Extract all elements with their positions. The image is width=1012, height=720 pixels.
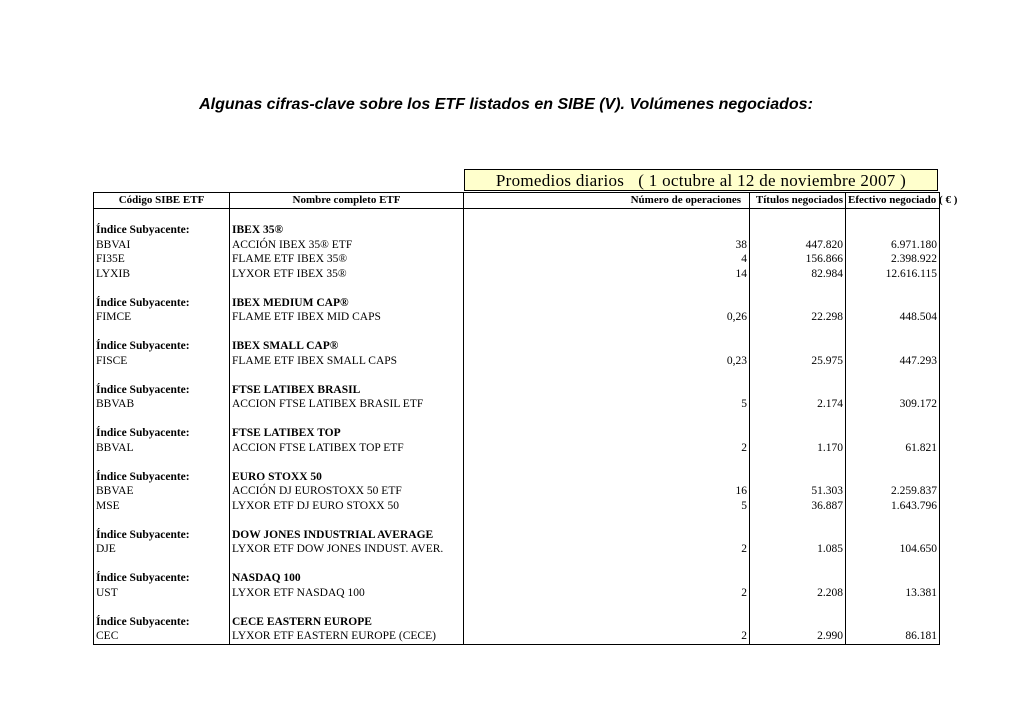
index-name: DOW JONES INDUSTRIAL AVERAGE — [230, 528, 464, 543]
spacer-row — [94, 412, 940, 427]
empty-cell — [846, 208, 940, 223]
operations-count: 2 — [464, 542, 750, 557]
empty-cell — [846, 600, 940, 615]
etf-code: MSE — [94, 499, 230, 514]
empty-cell — [750, 528, 846, 543]
index-label: Índice Subyacente: — [94, 470, 230, 485]
empty-cell — [464, 325, 750, 340]
index-name: IBEX MEDIUM CAP® — [230, 296, 464, 311]
empty-cell — [846, 455, 940, 470]
index-name: EURO STOXX 50 — [230, 470, 464, 485]
spacer-row — [94, 325, 940, 340]
titles-traded: 22.298 — [750, 310, 846, 325]
banner-right: ( 1 octubre al 12 de noviembre 2007 ) — [638, 171, 907, 190]
empty-cell — [230, 368, 464, 383]
effective-traded: 448.504 — [846, 310, 940, 325]
empty-cell — [230, 513, 464, 528]
empty-cell — [230, 412, 464, 427]
empty-cell — [846, 412, 940, 427]
index-name: IBEX 35® — [230, 223, 464, 238]
index-label: Índice Subyacente: — [94, 528, 230, 543]
table-row — [94, 397, 940, 412]
etf-name: ACCION FTSE LATIBEX BRASIL ETF — [230, 397, 464, 412]
spacer-row — [94, 368, 940, 383]
etf-name: ACCIÓN DJ EUROSTOXX 50 ETF — [230, 484, 464, 499]
index-label: Índice Subyacente: — [94, 383, 230, 398]
empty-cell — [846, 571, 940, 586]
titles-traded: 1.170 — [750, 441, 846, 456]
banner-left: Promedios diarios — [495, 171, 625, 190]
effective-traded: 447.293 — [846, 354, 940, 369]
empty-cell — [750, 426, 846, 441]
effective-traded: 86.181 — [846, 629, 940, 644]
empty-cell — [750, 600, 846, 615]
empty-cell — [750, 368, 846, 383]
spacer-row — [94, 208, 940, 223]
empty-cell — [94, 455, 230, 470]
spacer-row — [94, 600, 940, 615]
index-label: Índice Subyacente: — [94, 615, 230, 630]
empty-cell — [464, 368, 750, 383]
table-row — [94, 629, 940, 644]
empty-cell — [846, 339, 940, 354]
empty-cell — [846, 426, 940, 441]
empty-cell — [464, 208, 750, 223]
table-header-row — [94, 193, 940, 209]
table-row — [94, 354, 940, 369]
index-group-row — [94, 615, 940, 630]
empty-cell — [750, 470, 846, 485]
title-part-3: listados en SIBE (V). Volúmenes negociados: — [464, 96, 813, 113]
empty-cell — [230, 455, 464, 470]
empty-cell — [464, 615, 750, 630]
empty-cell — [750, 455, 846, 470]
etf-name: LYXOR ETF DOW JONES INDUST. AVER. — [230, 542, 464, 557]
table-body — [94, 208, 940, 644]
empty-cell — [464, 223, 750, 238]
empty-cell — [94, 208, 230, 223]
etf-code: FIMCE — [94, 310, 230, 325]
etf-code: DJE — [94, 542, 230, 557]
empty-cell — [846, 470, 940, 485]
spacer-row — [94, 281, 940, 296]
empty-cell — [464, 470, 750, 485]
empty-cell — [750, 296, 846, 311]
operations-count: 5 — [464, 397, 750, 412]
empty-cell — [750, 557, 846, 572]
empty-cell — [846, 281, 940, 296]
index-group-row — [94, 528, 940, 543]
title-part-1: Algunas cifras-clave sobre los — [199, 96, 435, 113]
empty-cell — [750, 615, 846, 630]
etf-code: BBVAI — [94, 238, 230, 253]
period-banner — [464, 169, 938, 191]
etf-code: BBVAL — [94, 441, 230, 456]
effective-traded: 61.821 — [846, 441, 940, 456]
table-row — [94, 267, 940, 282]
etf-code: LYXIB — [94, 267, 230, 282]
empty-cell — [464, 339, 750, 354]
empty-cell — [94, 557, 230, 572]
titles-traded: 82.984 — [750, 267, 846, 282]
index-name: NASDAQ 100 — [230, 571, 464, 586]
empty-cell — [464, 571, 750, 586]
empty-cell — [846, 615, 940, 630]
table-row — [94, 484, 940, 499]
index-label: Índice Subyacente: — [94, 571, 230, 586]
col-header-name: Nombre completo ETF — [230, 193, 464, 209]
empty-cell — [846, 325, 940, 340]
etf-code: BBVAE — [94, 484, 230, 499]
effective-traded: 2.259.837 — [846, 484, 940, 499]
index-name: FTSE LATIBEX TOP — [230, 426, 464, 441]
etf-code: BBVAB — [94, 397, 230, 412]
empty-cell — [464, 281, 750, 296]
table-row — [94, 238, 940, 253]
operations-count: 14 — [464, 267, 750, 282]
table-row — [94, 252, 940, 267]
titles-traded: 36.887 — [750, 499, 846, 514]
empty-cell — [750, 208, 846, 223]
table-row — [94, 441, 940, 456]
table-row — [94, 586, 940, 601]
index-group-row — [94, 426, 940, 441]
operations-count: 0,26 — [464, 310, 750, 325]
empty-cell — [750, 223, 846, 238]
titles-traded: 2.990 — [750, 629, 846, 644]
index-label: Índice Subyacente: — [94, 223, 230, 238]
empty-cell — [750, 571, 846, 586]
empty-cell — [846, 513, 940, 528]
etf-name: FLAME ETF IBEX MID CAPS — [230, 310, 464, 325]
index-label: Índice Subyacente: — [94, 339, 230, 354]
index-name: FTSE LATIBEX BRASIL — [230, 383, 464, 398]
index-label: Índice Subyacente: — [94, 296, 230, 311]
col-header-code: Código SIBE ETF — [94, 193, 230, 209]
index-group-row — [94, 223, 940, 238]
titles-traded: 447.820 — [750, 238, 846, 253]
empty-cell — [846, 368, 940, 383]
index-name: CECE EASTERN EUROPE — [230, 615, 464, 630]
effective-traded: 12.616.115 — [846, 267, 940, 282]
etf-name: LYXOR ETF DJ EURO STOXX 50 — [230, 499, 464, 514]
empty-cell — [230, 208, 464, 223]
empty-cell — [94, 325, 230, 340]
etf-name: LYXOR ETF EASTERN EUROPE (CECE) — [230, 629, 464, 644]
effective-traded: 6.971.180 — [846, 238, 940, 253]
empty-cell — [94, 368, 230, 383]
empty-cell — [94, 281, 230, 296]
etf-name: ACCIÓN IBEX 35® ETF — [230, 238, 464, 253]
empty-cell — [464, 528, 750, 543]
effective-traded: 309.172 — [846, 397, 940, 412]
spacer-row — [94, 557, 940, 572]
index-group-row — [94, 470, 940, 485]
titles-traded: 2.208 — [750, 586, 846, 601]
empty-cell — [750, 383, 846, 398]
index-name: IBEX SMALL CAP® — [230, 339, 464, 354]
index-group-row — [94, 383, 940, 398]
operations-count: 4 — [464, 252, 750, 267]
etf-name: FLAME ETF IBEX SMALL CAPS — [230, 354, 464, 369]
empty-cell — [230, 325, 464, 340]
operations-count: 0,23 — [464, 354, 750, 369]
col-header-operations: Número de operaciones — [464, 193, 750, 209]
titles-traded: 51.303 — [750, 484, 846, 499]
page-title — [0, 96, 1012, 114]
empty-cell — [464, 455, 750, 470]
spacer-row — [94, 455, 940, 470]
effective-traded: 1.643.796 — [846, 499, 940, 514]
empty-cell — [846, 528, 940, 543]
empty-cell — [230, 281, 464, 296]
index-group-row — [94, 339, 940, 354]
table-row — [94, 310, 940, 325]
col-header-effective: Efectivo negociado ( € ) — [846, 193, 940, 209]
empty-cell — [750, 281, 846, 296]
empty-cell — [846, 223, 940, 238]
empty-cell — [750, 412, 846, 427]
table-row — [94, 499, 940, 514]
title-part-2: ETF — [434, 96, 465, 113]
titles-traded: 1.085 — [750, 542, 846, 557]
titles-traded: 25.975 — [750, 354, 846, 369]
empty-cell — [464, 412, 750, 427]
etf-name: LYXOR ETF NASDAQ 100 — [230, 586, 464, 601]
empty-cell — [94, 600, 230, 615]
etf-code: FISCE — [94, 354, 230, 369]
empty-cell — [750, 339, 846, 354]
empty-cell — [464, 513, 750, 528]
index-group-row — [94, 571, 940, 586]
empty-cell — [464, 557, 750, 572]
empty-cell — [464, 426, 750, 441]
empty-cell — [94, 412, 230, 427]
empty-cell — [464, 383, 750, 398]
empty-cell — [750, 513, 846, 528]
operations-count: 2 — [464, 586, 750, 601]
table-row — [94, 542, 940, 557]
effective-traded: 13.381 — [846, 586, 940, 601]
effective-traded: 2.398.922 — [846, 252, 940, 267]
empty-cell — [846, 383, 940, 398]
operations-count: 5 — [464, 499, 750, 514]
etf-name: ACCION FTSE LATIBEX TOP ETF — [230, 441, 464, 456]
col-header-titles: Títulos negociados — [750, 193, 846, 209]
operations-count: 2 — [464, 441, 750, 456]
etf-code: UST — [94, 586, 230, 601]
empty-cell — [464, 600, 750, 615]
index-group-row — [94, 296, 940, 311]
etf-name: FLAME ETF IBEX 35® — [230, 252, 464, 267]
spacer-row — [94, 513, 940, 528]
empty-cell — [750, 325, 846, 340]
empty-cell — [230, 557, 464, 572]
empty-cell — [230, 600, 464, 615]
titles-traded: 2.174 — [750, 397, 846, 412]
empty-cell — [464, 296, 750, 311]
etf-volume-table — [93, 192, 958, 645]
etf-code: FI35E — [94, 252, 230, 267]
empty-cell — [846, 296, 940, 311]
etf-code: CEC — [94, 629, 230, 644]
empty-cell — [94, 513, 230, 528]
operations-count: 16 — [464, 484, 750, 499]
empty-cell — [846, 557, 940, 572]
operations-count: 2 — [464, 629, 750, 644]
titles-traded: 156.866 — [750, 252, 846, 267]
operations-count: 38 — [464, 238, 750, 253]
index-label: Índice Subyacente: — [94, 426, 230, 441]
effective-traded: 104.650 — [846, 542, 940, 557]
etf-name: LYXOR ETF IBEX 35® — [230, 267, 464, 282]
